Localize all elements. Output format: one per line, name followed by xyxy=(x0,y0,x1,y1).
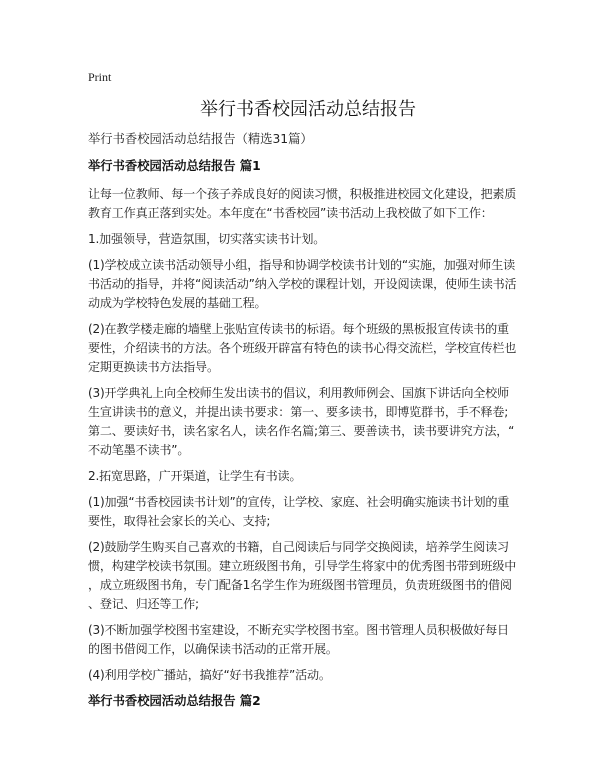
paragraph-line: 1.加强领导，营造氛围，切实落实读书计划。 xyxy=(88,232,326,246)
paragraph xyxy=(88,493,528,531)
paragraph xyxy=(88,384,528,460)
paragraph-line: (1)加强“书香校园读书计划”的宣传，让学校、家庭、社会明确实施读书计划的重 xyxy=(88,495,510,509)
paragraph-line: 要性，介绍读书的方法。各个班级开辟富有特色的读书心得交流栏，学校宣传栏也 xyxy=(88,341,517,355)
paragraph-line: 动成为学校特色发展的基础工程。 xyxy=(88,296,267,310)
paragraph xyxy=(88,666,528,685)
paragraph-line: 的图书借阅工作，以确保读书活动的正常开展。 xyxy=(88,642,338,656)
paragraph-line: 不动笔墨不读书”。 xyxy=(88,443,190,457)
paragraph-line: (2)在教学楼走廊的墙壁上张贴宣传读书的标语。每个班级的黑板报宣传读书的重 xyxy=(88,322,509,336)
paragraph xyxy=(88,185,528,223)
paragraph-line: 、登记、归还等工作; xyxy=(88,597,199,611)
document-subtitle: 举行书香校园活动总结报告（精选31篇） xyxy=(88,132,313,146)
paragraph xyxy=(88,538,528,614)
paragraph-line: 让每一位教师、每一个孩子养成良好的阅读习惯，积极推进校园文化建设，把素质 xyxy=(88,187,517,201)
section-1-body xyxy=(88,185,528,685)
paragraph-line: 教育工作真正落到实处。本年度在“书香校园”读书活动上我校做了如下工作： xyxy=(88,206,493,220)
paragraph-line: 书活动的指导，并将“阅读活动”纳入学校的课程计划，开设阅读课，使师生读书活 xyxy=(88,277,517,291)
section-heading-2: 举行书香校园活动总结报告 篇2 xyxy=(88,694,261,708)
paragraph-line: 定期更换读书方法指导。 xyxy=(88,360,219,374)
paragraph-line: (3)不断加强学校图书室建设，不断充实学校图书室。图书管理人员积极做好每日 xyxy=(88,623,509,637)
paragraph xyxy=(88,230,528,249)
paragraph xyxy=(88,621,528,659)
paragraph-line: (1)学校成立读书活动领导小组，指导和协调学校读书计划的“实施，加强对师生读 xyxy=(88,258,515,272)
document-page xyxy=(88,68,528,720)
paragraph xyxy=(88,256,528,313)
paragraph-line: 生宣讲读书的意义，并提出读书要求：第一、要多读书，即博览群书，手不释卷; xyxy=(88,405,509,419)
paragraph-line: (3)开学典礼上向全校师生发出读书的倡议，利用教师例会、国旗下讲话向全校师 xyxy=(88,386,509,400)
paragraph-line: 2.拓宽思路，广开渠道，让学生有书读。 xyxy=(88,469,302,483)
paragraph xyxy=(88,467,528,486)
paragraph-line: ，成立班级图书角，专门配备1名学生作为班级图书管理员，负责班级图书的借阅 xyxy=(88,578,512,592)
paragraph-line: 惯，构建学校读书氛围。建立班级图书角，引导学生将家中的优秀图书带到班级中 xyxy=(88,559,517,573)
print-link[interactable]: Print xyxy=(88,70,112,84)
paragraph-line: 第二、要读好书，读名家名人，读名作名篇;第三、要善读书，读书要讲究方法，“ xyxy=(88,424,515,438)
document-title: 举行书香校园活动总结报告 xyxy=(200,99,416,120)
paragraph-line: (4)利用学校广播站，搞好“好书我推荐”活动。 xyxy=(88,668,331,682)
section-heading-1: 举行书香校园活动总结报告 篇1 xyxy=(88,159,261,173)
paragraph-line: (2)鼓励学生购买自己喜欢的书籍，自己阅读后与同学交换阅读，培养学生阅读习 xyxy=(88,540,509,554)
paragraph-line: 要性，取得社会家长的关心、支持; xyxy=(88,514,271,528)
paragraph xyxy=(88,320,528,377)
